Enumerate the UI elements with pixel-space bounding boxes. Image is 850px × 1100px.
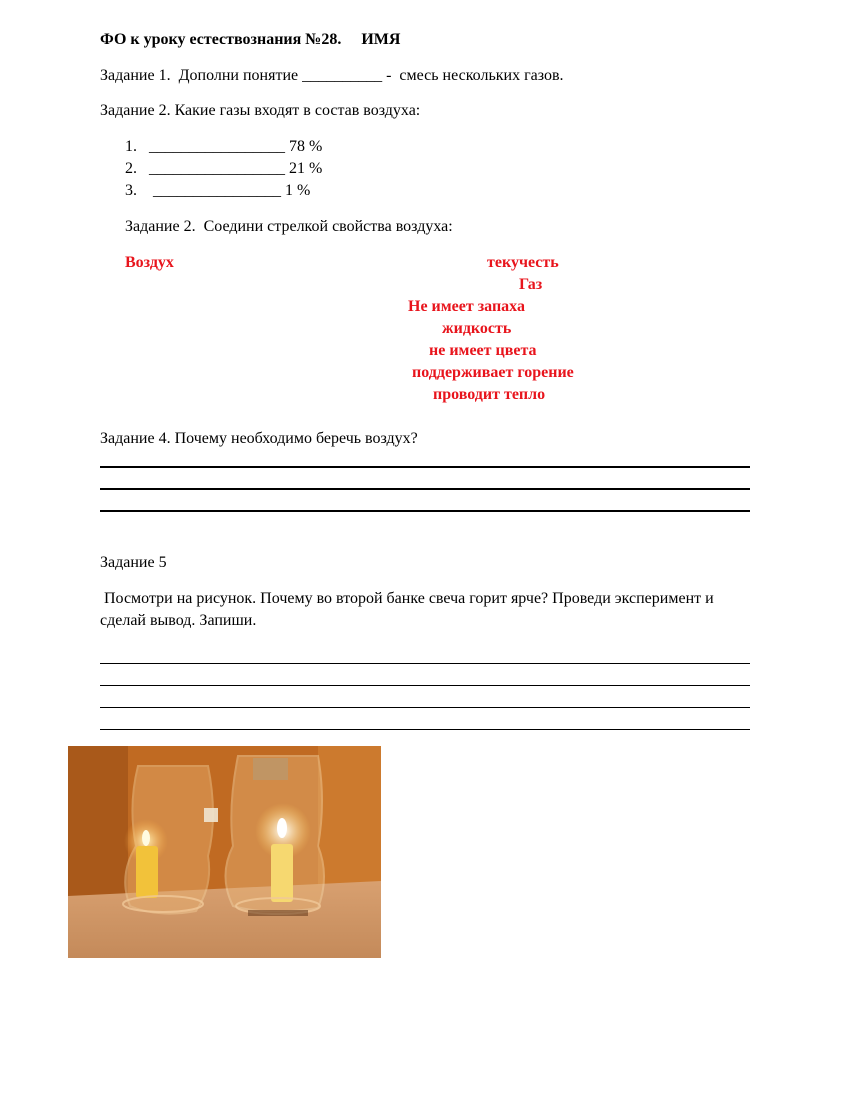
air-word: Воздух	[125, 254, 174, 271]
answer-line	[100, 729, 750, 730]
task3-question: Задание 2. Соедини стрелкой свойства воздуха:	[125, 218, 453, 235]
property-item: проводит тепло	[433, 386, 546, 403]
answer-line	[100, 663, 750, 664]
answer-line	[100, 685, 750, 686]
task5-text-line2: сделай вывод. Запиши.	[100, 612, 257, 629]
page-title: ФО к уроку естествознания №28. ИМЯ	[100, 31, 401, 48]
task5-text-line1: Посмотри на рисунок. Почему во второй банке свеча горит ярче? Проведи эксперимент и	[100, 590, 714, 607]
list-item: 1. _________________ 78 %	[125, 138, 323, 155]
answer-line	[100, 466, 750, 468]
property-item: поддерживает горение	[412, 364, 574, 381]
property-item: Не имеет запаха	[408, 298, 525, 315]
name-label: ИМЯ	[361, 31, 401, 48]
task2-question: Задание 2. Какие газы входят в состав воздуха:	[100, 102, 421, 119]
answer-line	[100, 488, 750, 490]
task4-question: Задание 4. Почему необходимо беречь воздух?	[100, 430, 418, 447]
list-item: 3. ________________ 1 %	[125, 182, 311, 199]
answer-line	[100, 510, 750, 512]
property-item: жидкость	[442, 320, 512, 337]
task5-title: Задание 5	[100, 554, 167, 571]
property-item: Газ	[519, 276, 543, 293]
candles-illustration	[68, 746, 381, 958]
answer-line	[100, 707, 750, 708]
task1-text: Задание 1. Дополни понятие __________ - смесь нескольких газов.	[100, 67, 564, 84]
candles-in-jars-photo	[68, 746, 381, 958]
property-item: не имеет цвета	[429, 342, 537, 359]
list-item: 2. _________________ 21 %	[125, 160, 323, 177]
property-item: текучесть	[487, 254, 559, 271]
